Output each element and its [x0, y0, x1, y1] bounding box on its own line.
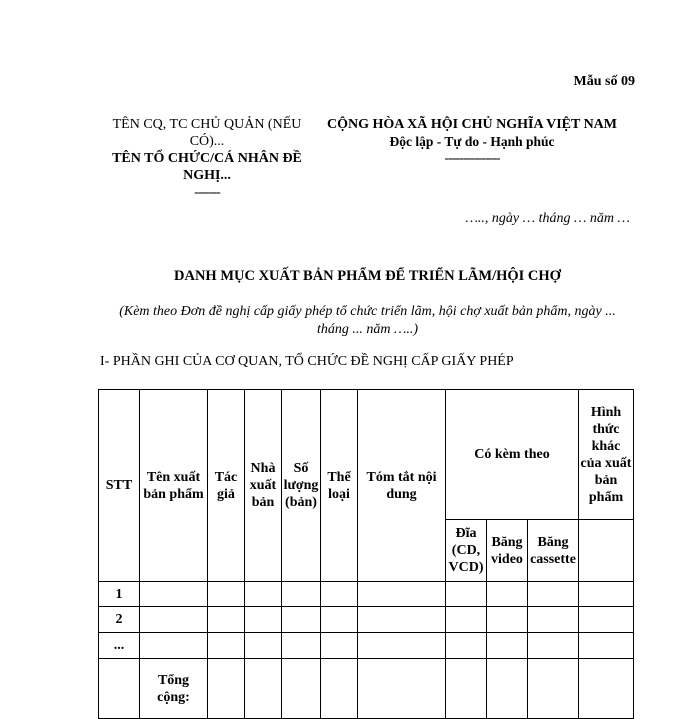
header-attached: Có kèm theo — [446, 390, 579, 520]
header-stt: STT — [99, 390, 140, 582]
document-subtitle: (Kèm theo Đơn đề nghị cấp giấy phép tổ chức triển lãm, hội chợ xuất bản phẩm, ngày ... tháng ... năm …..) — [119, 304, 616, 337]
republic-name: CỘNG HÒA XÃ HỘI CHỦ NGHĨA VIỆT NAM — [326, 117, 617, 132]
table-row — [99, 582, 634, 607]
header-cassette: Băng cassette — [528, 520, 579, 582]
header-publication-title: Tên xuất bản phẩm — [140, 390, 208, 582]
national-motto: Độc lập - Tự do - Hạnh phúc — [389, 134, 555, 149]
publication-list-table — [98, 389, 634, 719]
header-video: Băng video — [487, 520, 528, 582]
requesting-organization-line: TÊN TỔ CHỨC/CÁ NHÂN ĐỀ NGHỊ... — [112, 151, 302, 183]
total-row — [99, 659, 634, 719]
left-header-divider: ------- — [194, 185, 220, 200]
header-other-form-blank — [579, 520, 634, 582]
row-number: 1 — [99, 582, 140, 607]
form-number: Mẫu số 09 — [573, 74, 635, 89]
document-title: DANH MỤC XUẤT BẢN PHẨM ĐỂ TRIỂN LÃM/HỘI CHỢ — [174, 268, 561, 284]
header-summary: Tóm tắt nội dung — [358, 390, 446, 582]
header-publisher: Nhà xuất bản — [245, 390, 282, 582]
right-header-divider: --------------- — [444, 151, 500, 166]
total-label: Tổng cộng: — [140, 659, 208, 719]
row-number: 2 — [99, 607, 140, 633]
header-quantity: Số lượng (bản) — [282, 390, 321, 582]
header-disc: Đĩa (CD, VCD) — [446, 520, 487, 582]
parent-agency-line: TÊN CQ, TC CHỦ QUẢN (NẾU CÓ)... — [112, 117, 302, 149]
table-row — [99, 633, 634, 659]
section-heading: I- PHẦN GHI CỦA CƠ QUAN, TỔ CHỨC ĐỀ NGHỊ CẤP GIẤY PHÉP — [100, 354, 514, 369]
national-header — [326, 116, 618, 167]
header-author: Tác giả — [208, 390, 245, 582]
row-number: ... — [99, 633, 140, 659]
header-genre: Thể loại — [321, 390, 358, 582]
header-other-form: Hình thức khác của xuất bản phẩm — [579, 390, 634, 520]
table-row — [99, 607, 634, 633]
issuing-organization-header — [98, 116, 316, 201]
date-line: ….., ngày … tháng … năm … — [465, 211, 630, 226]
